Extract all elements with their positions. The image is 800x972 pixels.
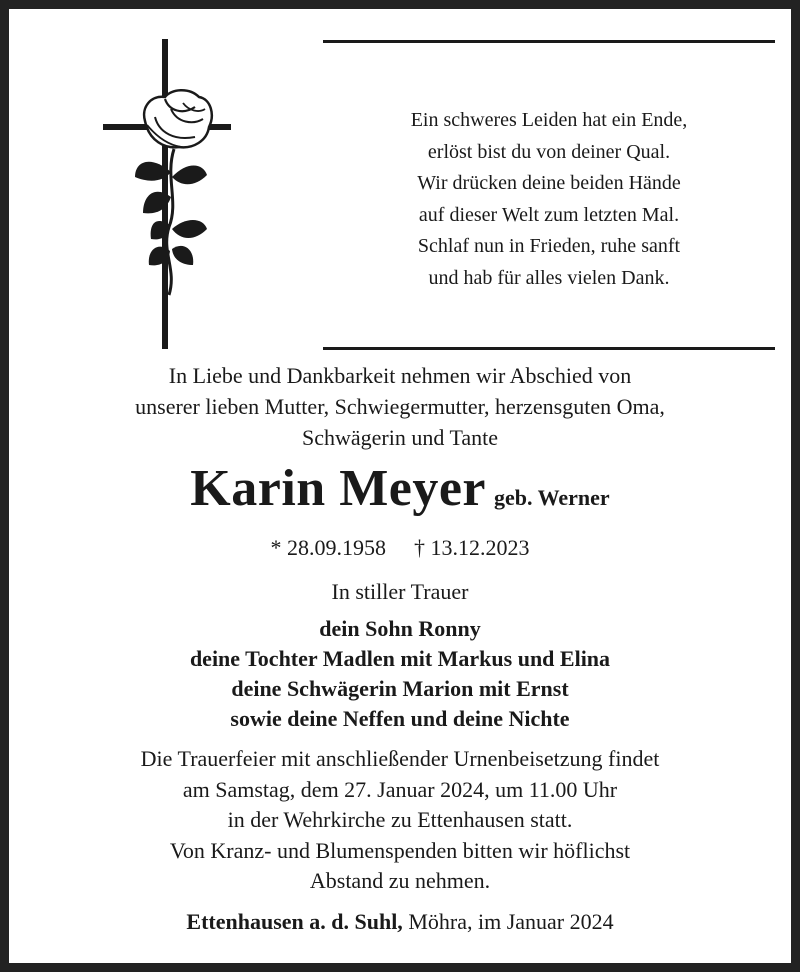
bottom-divider [323, 347, 775, 350]
place-rest: Möhra, im Januar 2024 [402, 909, 614, 934]
mourners-list [0, 614, 800, 734]
maiden-name: geb. Werner [494, 485, 610, 510]
ceremony-line: am Samstag, dem 27. Januar 2024, um 11.00 Uhr [182, 776, 618, 802]
poem-line: Wir drücken deine beiden Hände [417, 172, 681, 194]
poem-line: Ein schweres Leiden hat ein Ende, [410, 109, 688, 131]
poem-line: Schlaf nun in Frieden, ruhe sanft [417, 235, 681, 257]
place-and-date [0, 907, 800, 937]
mourning-intro: In stiller Trauer [331, 579, 469, 604]
ceremony-line: Die Trauerfeier mit anschließender Urnenbeisetzung findet [140, 746, 660, 771]
ceremony-line: in der Wehrkirche zu Ettenhausen statt. [227, 807, 573, 832]
funeral-details [0, 744, 800, 897]
intro-line: unserer lieben Mutter, Schwiegermutter, herzensguten Oma, [135, 394, 665, 419]
deceased-name: Karin Meyer [190, 460, 487, 517]
mourner-line: sowie deine Neffen und deine Nichte [230, 706, 570, 731]
top-divider [323, 40, 775, 43]
ceremony-line: Abstand zu nehmen. [309, 868, 491, 893]
place-bold: Ettenhausen a. d. Suhl, [186, 909, 403, 934]
poem-line: auf dieser Welt zum letzten Mal. [418, 203, 680, 226]
death-date: † 13.12.2023 [414, 535, 530, 560]
intro-line: Schwägerin und Tante [301, 425, 498, 450]
cross-with-rose-icon [99, 37, 239, 353]
mourner-line: deine Tochter Madlen mit Markus und Elina [189, 646, 611, 671]
poem [323, 105, 775, 294]
birth-date: * 28.09.1958 [270, 535, 386, 560]
ceremony-line: Von Kranz- und Blumenspenden bitten wir höflichst [169, 837, 631, 863]
poem-line: und hab für alles vielen Dank. [428, 266, 670, 289]
poem-line: erlöst bist du von deiner Qual. [427, 140, 671, 163]
life-dates [0, 533, 800, 563]
intro-text [0, 360, 800, 453]
intro-line: In Liebe und Dankbarkeit nehmen wir Abschied von [168, 363, 632, 388]
mourner-line: deine Schwägerin Marion mit Ernst [231, 676, 569, 701]
deceased-heading [0, 458, 800, 532]
mourner-line: dein Sohn Ronny [319, 616, 481, 641]
